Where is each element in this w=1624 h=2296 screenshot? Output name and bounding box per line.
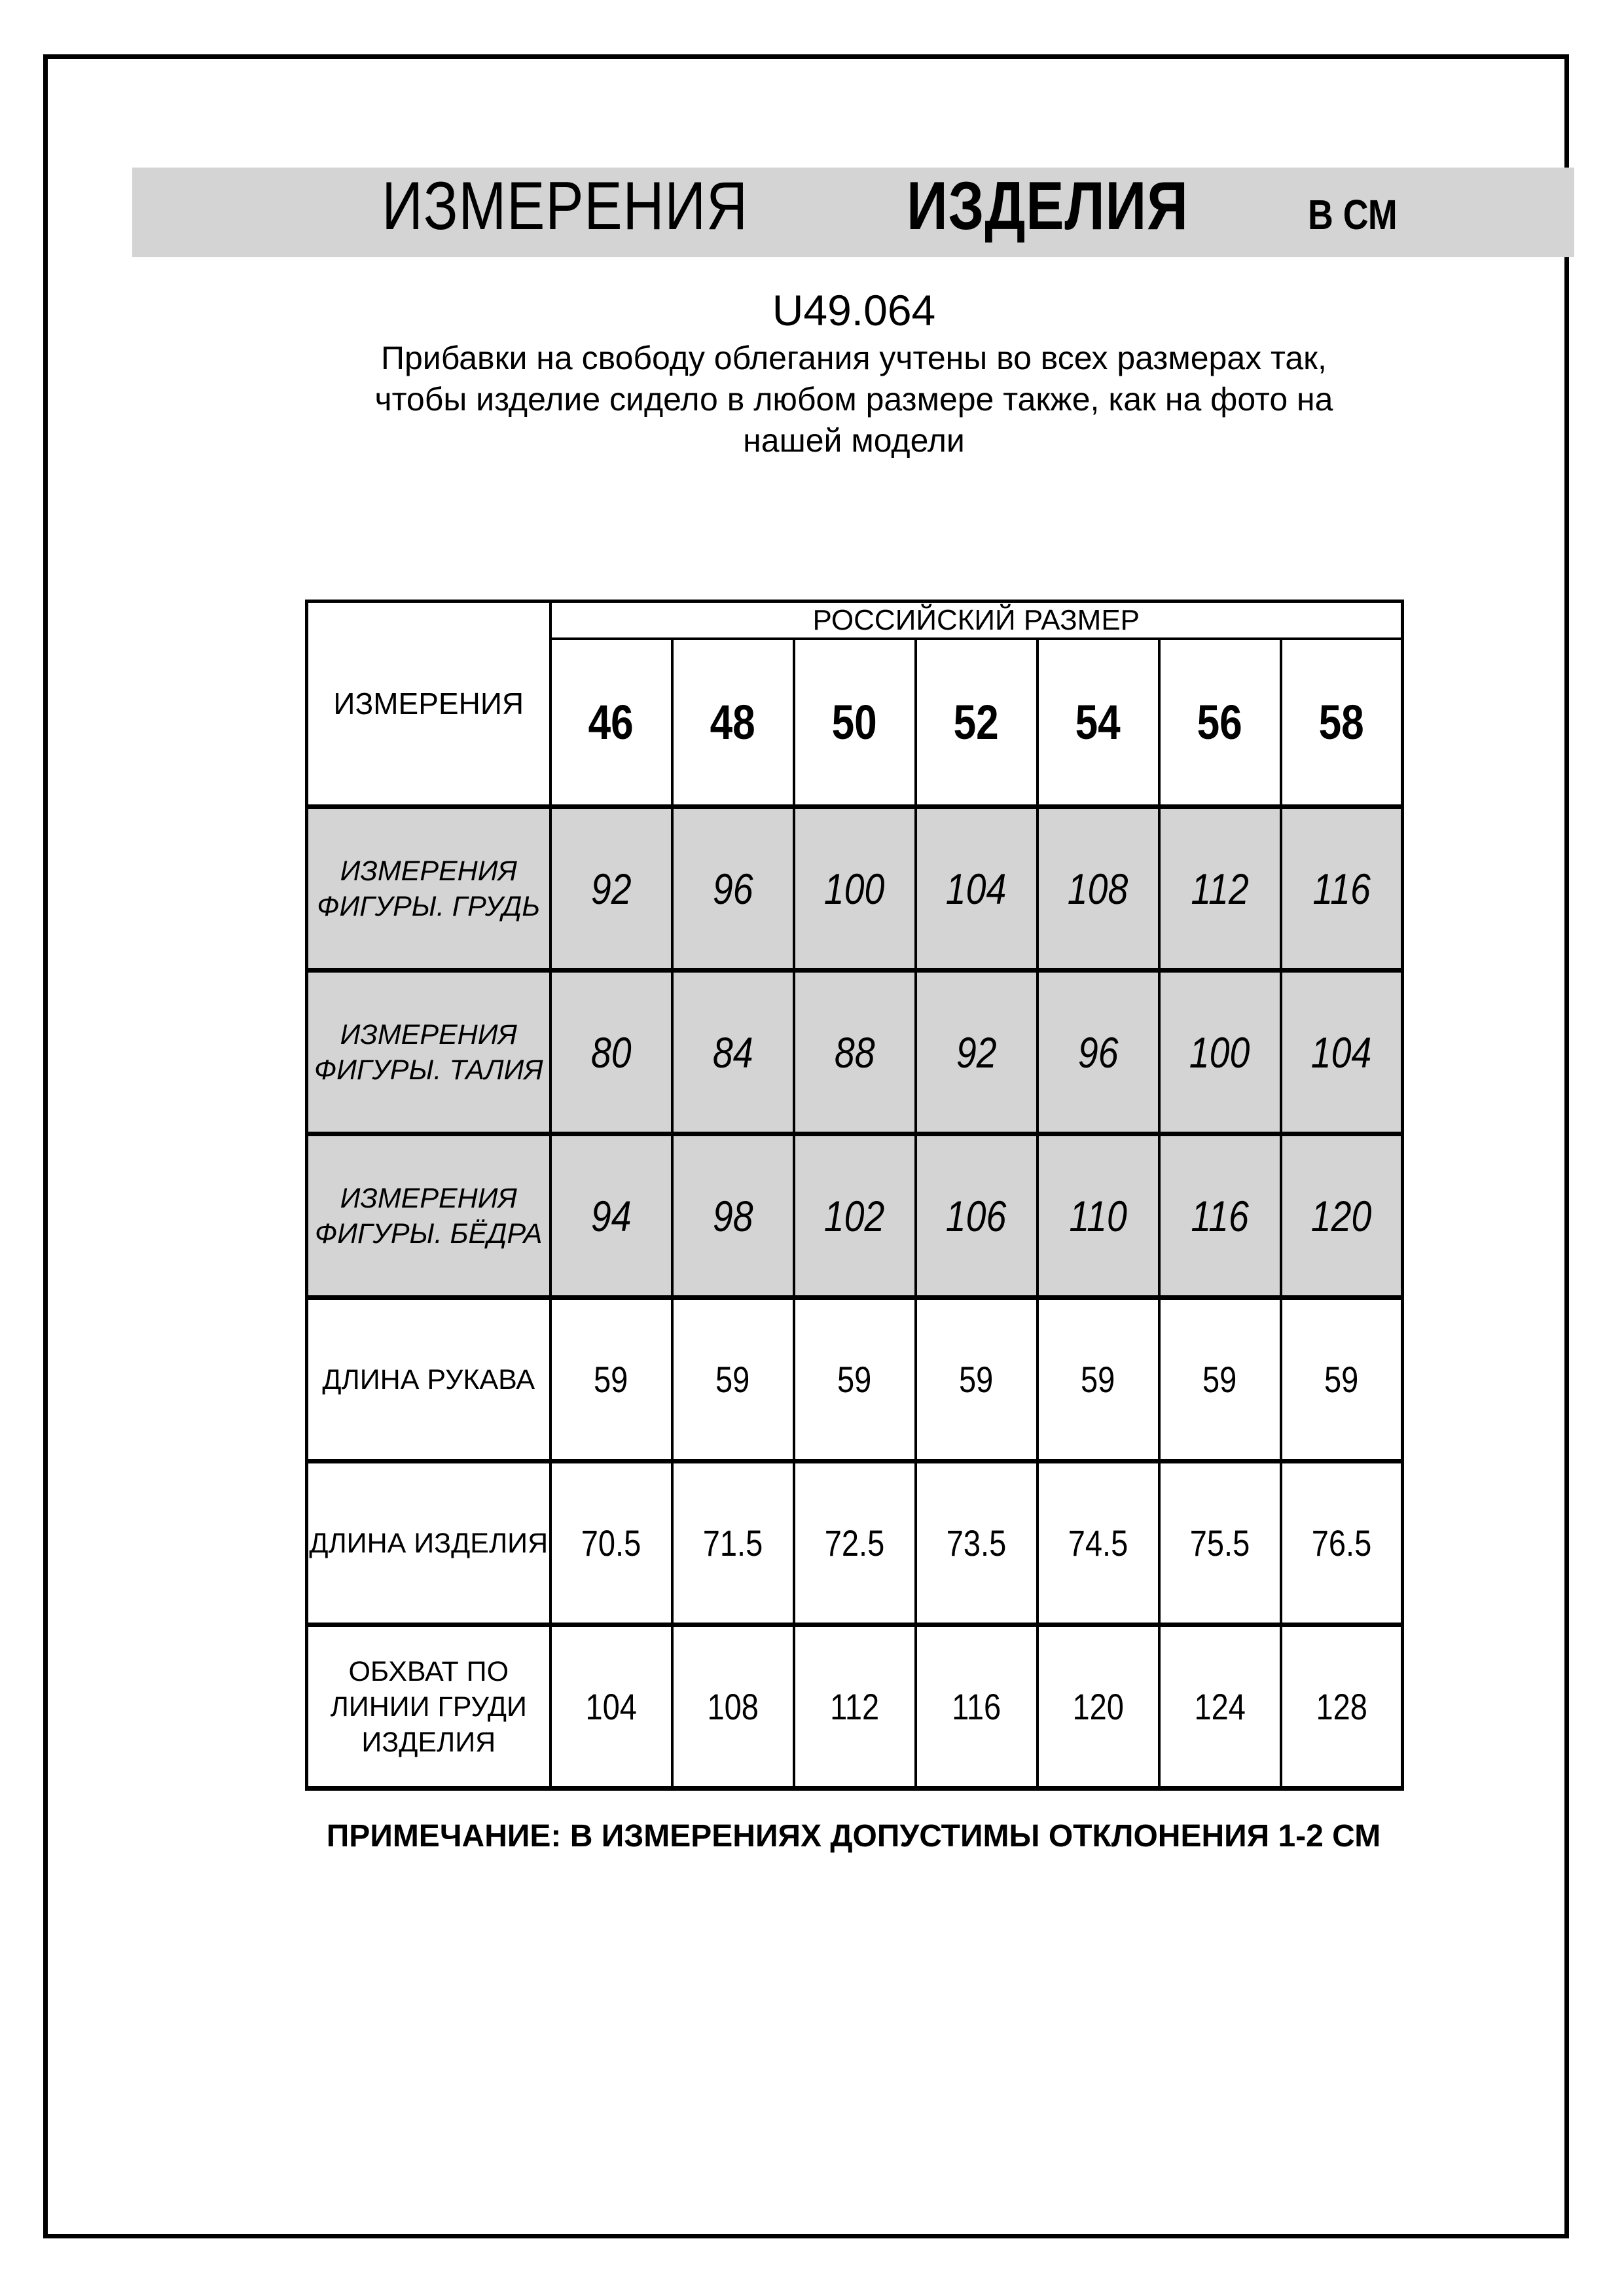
value-text: 112 bbox=[1191, 864, 1249, 913]
row-label-line: ЛИНИИ ГРУДИ bbox=[330, 1691, 527, 1723]
value-text: 104 bbox=[946, 864, 1007, 913]
value-text: 71.5 bbox=[702, 1522, 763, 1564]
row-label-line: ФИГУРЫ. БЁДРА bbox=[315, 1217, 543, 1249]
value-text: 75.5 bbox=[1189, 1522, 1250, 1564]
row-label-cell bbox=[307, 1625, 550, 1789]
value-text: 104 bbox=[1311, 1028, 1372, 1077]
row-label-cell bbox=[307, 971, 550, 1134]
size-column-header bbox=[1038, 639, 1159, 807]
size-column-header bbox=[672, 639, 794, 807]
value-cell bbox=[1038, 1298, 1159, 1462]
table-row bbox=[307, 807, 1403, 971]
value-cell bbox=[1159, 1134, 1281, 1298]
row-label-line: ДЛИНА РУКАВА bbox=[322, 1363, 535, 1395]
size-label: 52 bbox=[953, 695, 1000, 749]
value-text: 100 bbox=[1189, 1028, 1250, 1077]
title-units: В СМ bbox=[1307, 191, 1398, 238]
size-label: 58 bbox=[1318, 695, 1364, 749]
value-text: 76.5 bbox=[1311, 1522, 1372, 1564]
row-label-line: ФИГУРЫ. ГРУДЬ bbox=[317, 890, 541, 922]
value-cell bbox=[794, 1134, 916, 1298]
row-label-cell bbox=[307, 1298, 550, 1462]
size-column-header bbox=[1281, 639, 1403, 807]
value-cell bbox=[1159, 807, 1281, 971]
value-cell bbox=[1281, 1134, 1403, 1298]
title-bar bbox=[132, 168, 1574, 257]
value-cell bbox=[1281, 971, 1403, 1134]
value-cell bbox=[1159, 1298, 1281, 1462]
table-row bbox=[307, 1462, 1403, 1625]
value-text: 74.5 bbox=[1068, 1522, 1128, 1564]
value-cell bbox=[672, 1625, 794, 1789]
product-code: U49.064 bbox=[772, 286, 936, 334]
value-text: 120 bbox=[1311, 1191, 1372, 1240]
value-text: 59 bbox=[715, 1359, 750, 1400]
value-cell bbox=[1038, 807, 1159, 971]
product-description bbox=[91, 338, 1617, 461]
value-text: 116 bbox=[1312, 864, 1371, 913]
value-cell bbox=[1281, 807, 1403, 971]
title-measurements: ИЗМЕРЕНИЯ bbox=[381, 168, 748, 244]
value-text: 96 bbox=[712, 864, 753, 913]
value-text: 70.5 bbox=[581, 1522, 641, 1564]
value-text: 59 bbox=[959, 1359, 994, 1400]
value-cell bbox=[550, 1298, 672, 1462]
value-text: 84 bbox=[712, 1028, 753, 1077]
size-label: 50 bbox=[831, 695, 878, 749]
value-cell bbox=[1159, 1625, 1281, 1789]
value-cell bbox=[672, 807, 794, 971]
value-cell bbox=[550, 807, 672, 971]
value-text: 120 bbox=[1072, 1686, 1124, 1727]
value-cell bbox=[794, 1298, 916, 1462]
row-label-cell bbox=[307, 1134, 550, 1298]
row-label-line: ИЗМЕРЕНИЯ bbox=[340, 855, 517, 887]
value-text: 80 bbox=[590, 1028, 632, 1077]
russian-size-header-cell: РОССИЙСКИЙ РАЗМЕР bbox=[550, 601, 1403, 639]
row-label-line: ИЗДЕЛИЯ bbox=[361, 1726, 496, 1758]
row-label-line: ОБХВАТ ПО bbox=[348, 1655, 509, 1687]
value-cell bbox=[794, 971, 916, 1134]
value-text: 104 bbox=[585, 1686, 637, 1727]
value-text: 59 bbox=[594, 1359, 628, 1400]
value-cell bbox=[1038, 1625, 1159, 1789]
value-cell bbox=[672, 971, 794, 1134]
value-text: 100 bbox=[824, 864, 885, 913]
value-cell bbox=[794, 1625, 916, 1789]
value-text: 124 bbox=[1194, 1686, 1246, 1727]
size-label: 56 bbox=[1197, 695, 1243, 749]
value-text: 98 bbox=[712, 1191, 753, 1240]
value-cell bbox=[916, 1134, 1038, 1298]
value-text: 112 bbox=[830, 1686, 879, 1727]
value-cell bbox=[1281, 1298, 1403, 1462]
value-text: 116 bbox=[952, 1686, 1001, 1727]
value-text: 108 bbox=[707, 1686, 759, 1727]
value-text: 102 bbox=[824, 1191, 885, 1240]
value-cell bbox=[1038, 1134, 1159, 1298]
measurements-header-cell: ИЗМЕРЕНИЯ bbox=[307, 601, 550, 807]
value-cell bbox=[1281, 1625, 1403, 1789]
value-cell bbox=[916, 807, 1038, 971]
value-cell bbox=[672, 1298, 794, 1462]
value-cell bbox=[672, 1462, 794, 1625]
value-text: 59 bbox=[1202, 1359, 1237, 1400]
value-text: 59 bbox=[1081, 1359, 1115, 1400]
value-cell bbox=[550, 1625, 672, 1789]
value-cell bbox=[550, 1134, 672, 1298]
value-cell bbox=[916, 1462, 1038, 1625]
description-line: чтобы изделие сидело в любом размере также, как на фото на bbox=[374, 381, 1333, 418]
value-text: 110 bbox=[1069, 1191, 1127, 1240]
row-label-line: ИЗМЕРЕНИЯ bbox=[340, 1018, 517, 1050]
value-cell bbox=[1038, 971, 1159, 1134]
row-label-cell bbox=[307, 1462, 550, 1625]
table-row bbox=[307, 1134, 1403, 1298]
note-text: ПРИМЕЧАНИЕ: В ИЗМЕРЕНИЯХ ДОПУСТИМЫ ОТКЛОНЕНИЯ 1-2 СМ bbox=[326, 1819, 1381, 1854]
value-text: 92 bbox=[956, 1028, 997, 1077]
row-label-line: ДЛИНА ИЗДЕЛИЯ bbox=[309, 1527, 549, 1559]
value-text: 96 bbox=[1077, 1028, 1119, 1077]
row-label-line: ИЗМЕРЕНИЯ bbox=[340, 1182, 517, 1214]
value-text: 108 bbox=[1068, 864, 1128, 913]
value-cell bbox=[916, 1298, 1038, 1462]
description-line: нашей модели bbox=[743, 422, 965, 459]
value-text: 106 bbox=[946, 1191, 1007, 1240]
row-label-line: ФИГУРЫ. ТАЛИЯ bbox=[314, 1054, 543, 1086]
value-cell bbox=[1159, 1462, 1281, 1625]
description-line: Прибавки на свободу облегания учтены во всех размерах так, bbox=[381, 340, 1327, 376]
size-table bbox=[305, 600, 1404, 1791]
table-row bbox=[307, 1625, 1403, 1789]
value-text: 116 bbox=[1191, 1191, 1249, 1240]
value-text: 73.5 bbox=[946, 1522, 1007, 1564]
value-cell bbox=[1281, 1462, 1403, 1625]
size-label: 54 bbox=[1075, 695, 1121, 749]
value-text: 72.5 bbox=[824, 1522, 885, 1564]
value-cell bbox=[1159, 971, 1281, 1134]
row-label-cell bbox=[307, 807, 550, 971]
size-column-header bbox=[550, 639, 672, 807]
value-cell bbox=[550, 971, 672, 1134]
value-cell bbox=[550, 1462, 672, 1625]
size-label: 48 bbox=[710, 695, 756, 749]
size-label: 46 bbox=[588, 695, 634, 749]
table-row bbox=[307, 1298, 1403, 1462]
value-cell bbox=[1038, 1462, 1159, 1625]
title-product: ИЗДЕЛИЯ bbox=[906, 168, 1189, 244]
value-cell bbox=[916, 971, 1038, 1134]
value-text: 128 bbox=[1316, 1686, 1367, 1727]
value-text: 94 bbox=[590, 1191, 632, 1240]
value-text: 92 bbox=[590, 864, 632, 913]
value-text: 59 bbox=[837, 1359, 872, 1400]
table-row bbox=[307, 971, 1403, 1134]
value-cell bbox=[794, 1462, 916, 1625]
value-text: 88 bbox=[834, 1028, 875, 1077]
size-column-header bbox=[794, 639, 916, 807]
value-cell bbox=[916, 1625, 1038, 1789]
table-row-size-group-header bbox=[307, 601, 1403, 639]
size-column-header bbox=[916, 639, 1038, 807]
page-border bbox=[43, 54, 1569, 2238]
size-column-header bbox=[1159, 639, 1281, 807]
value-cell bbox=[794, 807, 916, 971]
value-text: 59 bbox=[1324, 1359, 1359, 1400]
value-cell bbox=[672, 1134, 794, 1298]
